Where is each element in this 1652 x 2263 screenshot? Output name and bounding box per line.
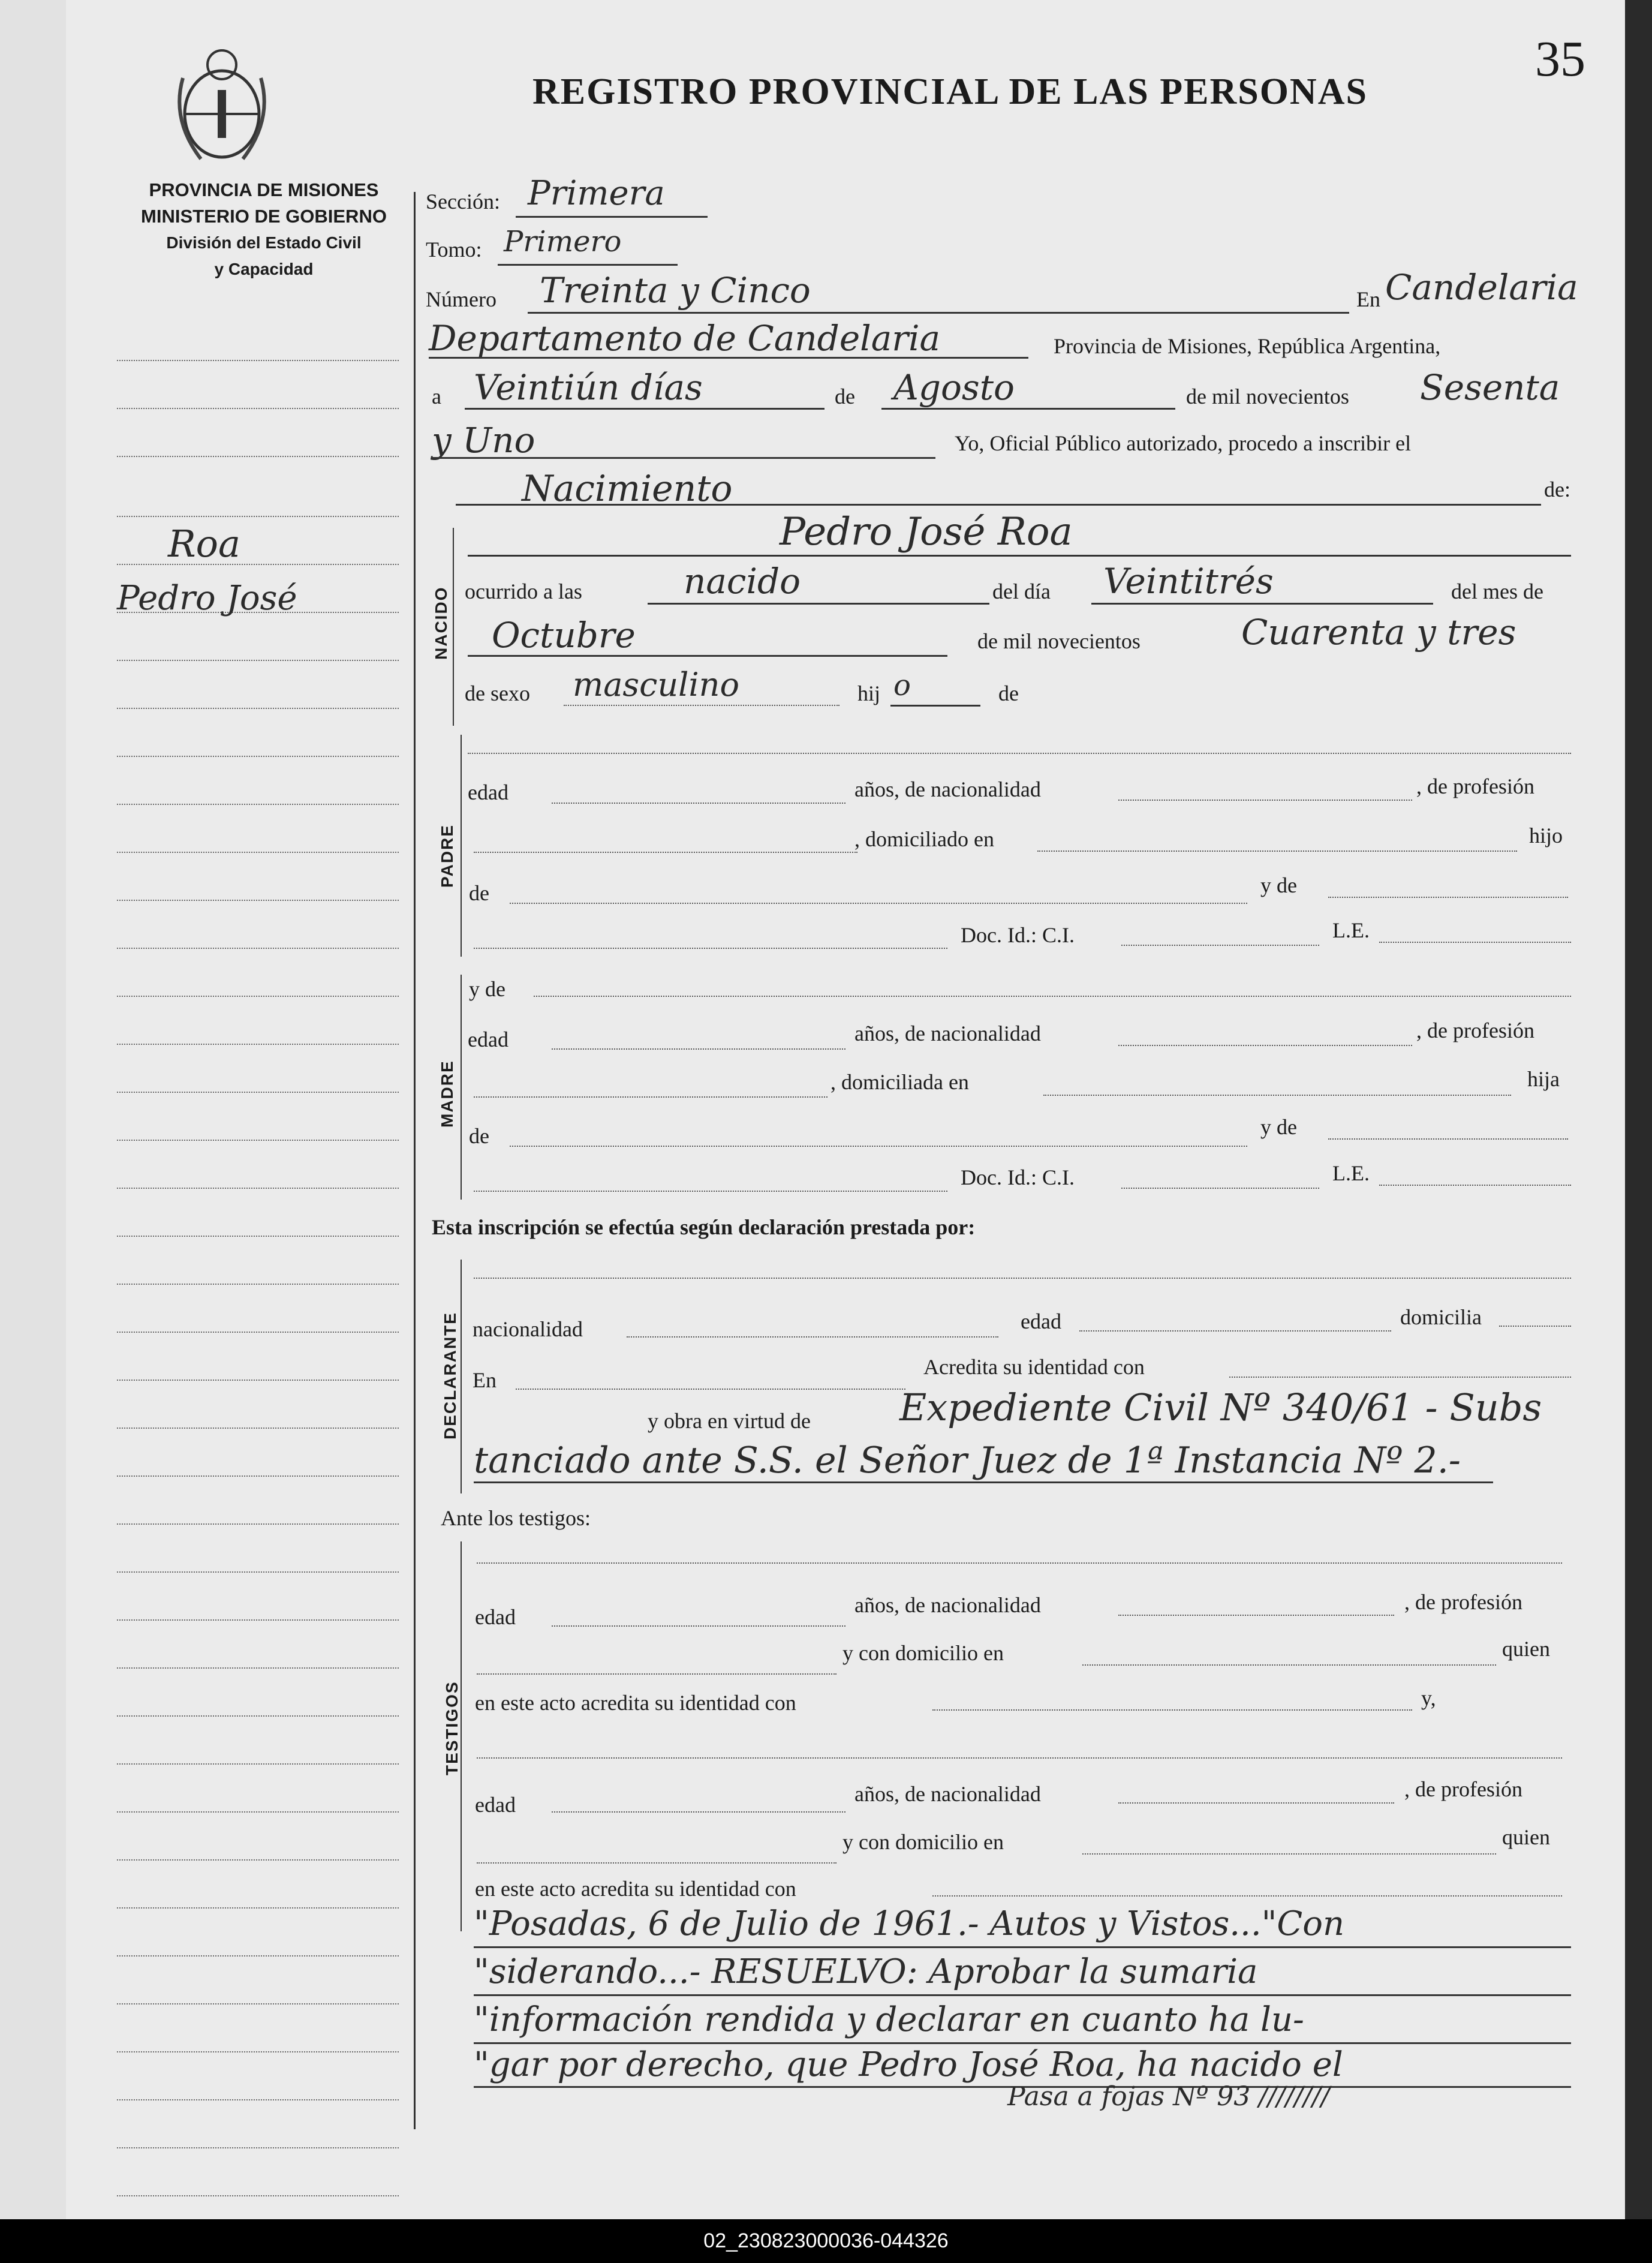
dotted-line — [564, 705, 839, 706]
padre-section-label: PADRE — [438, 824, 456, 888]
margin-line — [117, 1955, 399, 1957]
margin-line — [117, 756, 399, 757]
dotted-line — [1043, 1095, 1511, 1096]
margin-line — [117, 1332, 399, 1333]
hora-value: nacido — [684, 561, 801, 602]
margin-line — [117, 408, 399, 409]
dotted-line — [474, 948, 947, 949]
office-line-2: MINISTERIO DE GOBIERNO — [141, 206, 387, 227]
de-colon-label: de: — [1544, 477, 1570, 501]
dotted-line — [474, 1096, 827, 1098]
de-label-2: de — [998, 681, 1019, 705]
dotted-line — [552, 1811, 845, 1813]
dotted-line — [477, 1862, 836, 1864]
nota-line-1: "Posadas, 6 de Julio de 1961.- Autos y Vistos..."Con — [474, 1904, 1345, 1943]
tomo-value: Primero — [504, 225, 622, 259]
dotted-line — [477, 1673, 836, 1675]
testigos-section-label: TESTIGOS — [443, 1681, 461, 1775]
mes-value: Agosto — [893, 367, 1015, 408]
virtud-value-1: Expediente Civil Nº 340/61 - Subs — [899, 1386, 1542, 1429]
margin-line — [117, 1475, 399, 1477]
margin-line — [117, 1859, 399, 1861]
yo-oficial-label: Yo, Oficial Público autorizado, procedo a inscribir el — [955, 431, 1412, 455]
issuing-office — [108, 177, 420, 283]
padre-anios-label: años, de nacionalidad — [854, 777, 1041, 801]
margin-surname: Roa — [168, 522, 240, 566]
del-mes-label: del mes de — [1451, 579, 1543, 603]
margin-line — [117, 1044, 399, 1045]
fill-line — [474, 1994, 1571, 1996]
madre-le-label: L.E. — [1332, 1161, 1370, 1185]
testigo1-quien-label: quien — [1502, 1637, 1550, 1661]
dotted-line — [1118, 1045, 1412, 1046]
dotted-line — [552, 1625, 845, 1627]
acredita-label: Acredita su identidad con — [923, 1355, 1145, 1379]
dia-nacimiento-value: Veintitrés — [1103, 561, 1274, 602]
margin-line — [117, 708, 399, 709]
margin-given-name: Pedro José — [117, 579, 297, 618]
testigo2-anios-label: años, de nacionalidad — [854, 1782, 1041, 1806]
virtud-value-2: tanciado ante S.S. el Señor Juez de 1ª Instancia Nº 2.- — [474, 1439, 1461, 1481]
fill-line — [474, 1946, 1571, 1948]
testigo2-quien-label: quien — [1502, 1825, 1550, 1849]
testigo1-y-label: y, — [1421, 1686, 1436, 1710]
fill-line — [516, 216, 708, 218]
section-bracket — [461, 735, 462, 957]
dotted-line — [1082, 1853, 1496, 1855]
madre-y-de-label-2: y de — [1260, 1115, 1297, 1139]
testigo1-anios-label: años, de nacionalidad — [854, 1593, 1041, 1617]
fill-line — [648, 603, 989, 605]
page-title: REGISTRO PROVINCIAL DE LAS PERSONAS — [532, 71, 1368, 112]
obra-virtud-label: y obra en virtud de — [648, 1409, 811, 1433]
section-bracket — [453, 528, 454, 726]
dotted-line — [1118, 800, 1412, 801]
dotted-line — [468, 753, 1571, 754]
dotted-line — [1121, 1188, 1319, 1189]
office-line-1: PROVINCIA DE MISIONES — [149, 179, 379, 200]
dotted-line — [1079, 1330, 1391, 1332]
margin-line — [117, 2147, 399, 2148]
dotted-line — [1121, 945, 1319, 946]
numero-label: Número — [426, 287, 496, 311]
padre-profesion-label: , de profesión — [1416, 774, 1534, 798]
padre-de-label: de — [469, 881, 489, 905]
en-label: En — [1356, 287, 1380, 311]
office-line-4: y Capacidad — [214, 260, 314, 278]
form-divider — [414, 192, 416, 2129]
dotted-line — [1328, 1138, 1568, 1140]
de-mil-novecientos-label: de mil novecientos — [977, 629, 1141, 653]
dotted-line — [1118, 1802, 1394, 1804]
margin-line — [117, 948, 399, 949]
dotted-line — [552, 1048, 845, 1050]
dotted-line — [510, 1146, 1247, 1147]
declarante-nacionalidad-label: nacionalidad — [473, 1317, 583, 1341]
dotted-line — [516, 1389, 905, 1390]
margin-line — [117, 2003, 399, 2004]
anio-value-1: Sesenta — [1420, 367, 1560, 408]
dotted-line — [1379, 942, 1571, 943]
dotted-line — [1229, 1377, 1571, 1378]
margin-line — [117, 660, 399, 661]
margin-line — [117, 2195, 399, 2196]
declarante-en-label: En — [473, 1368, 496, 1392]
margin-line — [117, 2099, 399, 2100]
de-label: de — [835, 384, 855, 408]
padre-hijo-label: hijo — [1529, 824, 1563, 848]
dotted-line — [1379, 1185, 1571, 1186]
hij-suffix-value: o — [893, 669, 911, 702]
section-bracket — [461, 975, 462, 1200]
margin-line — [117, 2051, 399, 2052]
fill-line — [468, 555, 1571, 557]
dotted-line — [474, 1191, 947, 1192]
anio-nacimiento-value: Cuarenta y tres — [1241, 612, 1516, 653]
dotted-line — [1328, 897, 1568, 898]
madre-anios-label: años, de nacionalidad — [854, 1021, 1041, 1045]
nota-line-3: "información rendida y declarar en cuanto ha lu- — [474, 2000, 1304, 2039]
mil-novecientos-label: de mil novecientos — [1186, 384, 1349, 408]
margin-line — [117, 1092, 399, 1093]
fill-line — [429, 357, 1028, 359]
declarante-section-label: DECLARANTE — [441, 1312, 459, 1439]
hij-label: hij — [857, 681, 881, 705]
fill-line — [474, 1481, 1493, 1483]
testigo2-edad-label: edad — [475, 1793, 516, 1817]
fill-line — [528, 312, 1349, 314]
dotted-line — [552, 803, 845, 804]
del-dia-label: del día — [992, 579, 1051, 603]
numero-value: Treinta y Cinco — [540, 270, 811, 311]
dotted-line — [474, 1278, 1571, 1279]
fill-line — [498, 264, 678, 266]
margin-line — [117, 456, 399, 457]
margin-line — [117, 1907, 399, 1909]
fill-line — [432, 457, 935, 459]
testigo1-profesion-label: , de profesión — [1404, 1590, 1522, 1614]
fill-line — [468, 655, 947, 657]
madre-edad-label: edad — [468, 1027, 508, 1051]
inscripcion-label: Esta inscripción se efectúa según declaración prestada por: — [432, 1215, 976, 1239]
sexo-value: masculino — [573, 666, 739, 704]
testigo1-acredita-label: en este acto acredita su identidad con — [475, 1691, 796, 1715]
nacido-section-label: NACIDO — [432, 586, 450, 660]
office-line-3: División del Estado Civil — [166, 233, 362, 252]
declarante-edad-label: edad — [1021, 1309, 1061, 1333]
anio-value-2: y Uno — [432, 420, 535, 461]
dotted-line — [477, 1757, 1562, 1759]
ante-testigos-label: Ante los testigos: — [441, 1506, 591, 1530]
dotted-line — [534, 996, 1571, 997]
section-bracket — [461, 1260, 462, 1493]
margin-line — [117, 1523, 399, 1525]
testigo1-edad-label: edad — [475, 1605, 516, 1629]
dotted-line — [627, 1336, 998, 1338]
dotted-line — [1082, 1664, 1496, 1666]
testigo2-acredita-label: en este acto acredita su identidad con — [475, 1877, 796, 1901]
acto-value: Nacimiento — [522, 468, 733, 510]
dotted-line — [932, 1895, 1562, 1897]
margin-line — [117, 852, 399, 853]
madre-de-label: de — [469, 1124, 489, 1148]
margin-line — [117, 804, 399, 805]
fill-line — [1091, 603, 1433, 605]
testigo2-profesion-label: , de profesión — [1404, 1777, 1522, 1801]
dotted-line — [474, 852, 857, 853]
margin-line — [117, 900, 399, 901]
margin-line — [117, 1763, 399, 1765]
nota-line-2: "siderando...- RESUELVO: Aprobar la sumaria — [474, 1952, 1258, 1991]
margin-line — [117, 564, 399, 565]
padre-le-label: L.E. — [1332, 918, 1370, 942]
image-id-footer: 02_230823000036-044326 — [0, 2219, 1652, 2263]
nota-line-5: Pasa a fojas Nº 93 //////// — [1007, 2081, 1330, 2112]
de-sexo-label: de sexo — [465, 681, 530, 705]
provincia-label: Provincia de Misiones, República Argentina, — [1054, 334, 1441, 358]
padre-doc-label: Doc. Id.: C.I. — [961, 923, 1075, 947]
dotted-line — [477, 1562, 1562, 1564]
seccion-value: Primera — [528, 174, 665, 213]
departamento-value: Departamento de Candelaria — [429, 318, 941, 359]
nombre-value: Pedro José Roa — [780, 510, 1073, 554]
declarante-domicilia-label: domicilia — [1400, 1305, 1482, 1329]
fill-line — [474, 2042, 1571, 2044]
adjacent-page-strip — [0, 0, 68, 2219]
madre-section-label: MADRE — [438, 1060, 456, 1128]
en-value: Candelaria — [1385, 267, 1578, 308]
margin-line — [117, 1427, 399, 1429]
margin-line — [117, 1380, 399, 1381]
a-label: a — [432, 384, 441, 408]
mes-nacimiento-value: Octubre — [492, 615, 636, 656]
margin-line — [117, 1667, 399, 1669]
fill-line — [465, 408, 825, 410]
dotted-line — [1499, 1326, 1571, 1327]
madre-domiciliada-label: , domiciliada en — [830, 1070, 969, 1094]
nota-line-4: "gar por derecho, que Pedro José Roa, ha nacido el — [474, 2045, 1343, 2084]
dotted-line — [1037, 850, 1517, 852]
margin-line — [117, 1236, 399, 1237]
seccion-label: Sección: — [426, 190, 500, 214]
madre-profesion-label: , de profesión — [1416, 1018, 1534, 1042]
margin-line — [117, 996, 399, 997]
margin-line — [117, 1811, 399, 1813]
madre-hija-label: hija — [1527, 1067, 1560, 1091]
dotted-line — [1118, 1615, 1394, 1616]
fill-line — [456, 504, 1541, 506]
margin-line — [117, 1188, 399, 1189]
testigo2-domicilio-label: y con domicilio en — [842, 1830, 1004, 1854]
padre-y-de-label: y de — [1260, 873, 1297, 897]
dotted-line — [510, 903, 1247, 904]
margin-line — [117, 1571, 399, 1573]
margin-line — [117, 1715, 399, 1717]
dia-value: Veintiún días — [474, 367, 703, 408]
margin-line — [117, 1140, 399, 1141]
ocurrido-label: ocurrido a las — [465, 579, 582, 603]
margin-line — [117, 360, 399, 361]
fill-line — [881, 408, 1175, 410]
tomo-label: Tomo: — [426, 238, 482, 262]
margin-line — [117, 1619, 399, 1621]
dotted-line — [932, 1709, 1412, 1711]
madre-doc-label: Doc. Id.: C.I. — [961, 1165, 1075, 1189]
coat-of-arms-icon — [165, 42, 279, 168]
margin-line — [117, 516, 399, 517]
fill-line — [890, 705, 980, 707]
margin-line — [117, 1284, 399, 1285]
padre-edad-label: edad — [468, 780, 508, 804]
testigo1-domicilio-label: y con domicilio en — [842, 1641, 1004, 1665]
madre-y-de-label: y de — [469, 977, 505, 1001]
page-number: 35 — [1535, 31, 1585, 87]
padre-domiciliado-label: , domiciliado en — [854, 827, 994, 851]
